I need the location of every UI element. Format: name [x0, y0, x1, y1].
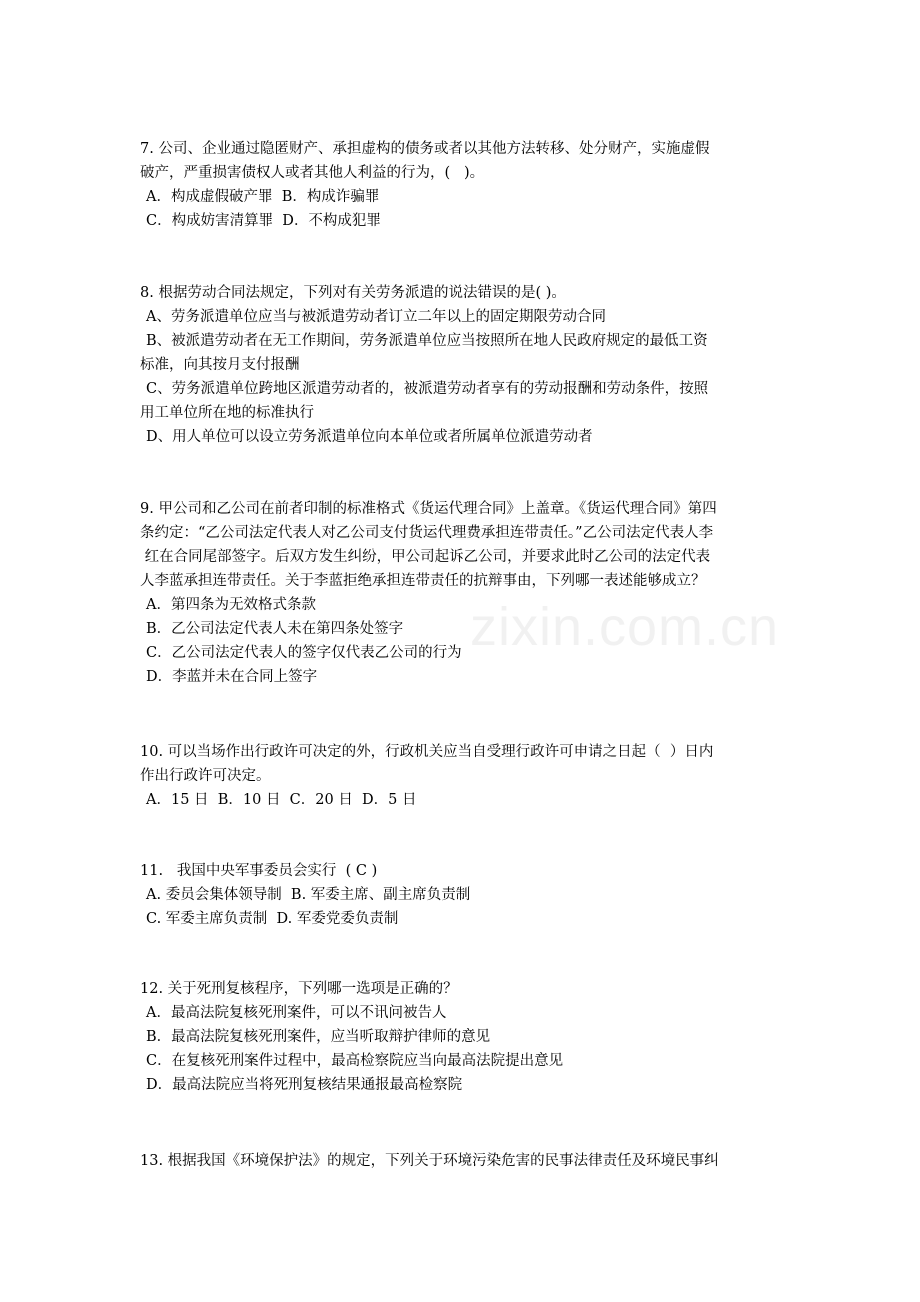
- question-text: 条约定：“乙公司法定代表人对乙公司支付货运代理费承担连带责任。”乙公司法定代表人李: [140, 525, 714, 541]
- option-line: D．最高法院应当将死刑复核结果通报最高检察院: [146, 1077, 463, 1093]
- question-text: 9. 甲公司和乙公司在前者印制的标准格式《货运代理合同》上盖章。《货运代理合同》第四: [140, 501, 717, 517]
- option-line: C．乙公司法定代表人的签字仅代表乙公司的行为: [146, 645, 462, 661]
- question-text: 红在合同尾部签字。后双方发生纠纷，甲公司起诉乙公司，并要求此时乙公司的法定代表: [140, 549, 711, 565]
- question-11: [140, 859, 785, 931]
- option-line: B．乙公司法定代表人未在第四条处签字: [146, 621, 404, 637]
- option-line: C．在复核死刑案件过程中，最高检察院应当向最高法院提出意见: [146, 1053, 564, 1069]
- question-text: 破产，严重损害债权人或者其他人利益的行为，( )。: [140, 165, 485, 181]
- option-line: A．构成虚假破产罪 B．构成诈骗罪: [146, 189, 380, 205]
- question-text: 7. 公司、企业通过隐匿财产、承担虚构的债务或者以其他方法转移、处分财产，实施虚假: [140, 141, 710, 157]
- question-text: 人李蓝承担连带责任。关于李蓝拒绝承担连带责任的抗辩事由，下列哪一表述能够成立？: [140, 573, 706, 589]
- question-text: 作出行政许可决定。: [140, 768, 271, 784]
- question-text: 10. 可以当场作出行政许可决定的外，行政机关应当自受理行政许可申请之日起（ ）日内: [140, 744, 714, 760]
- question-12: [140, 977, 785, 1097]
- question-text: 11. 我国中央军事委员会实行 ( C ): [140, 863, 378, 879]
- option-line: C. 军委主席负责制 D. 军委党委负责制: [146, 911, 399, 927]
- option-line: B．最高法院复核死刑案件，应当听取辩护律师的意见: [146, 1029, 491, 1045]
- option-line: C、劳务派遣单位跨地区派遣劳动者的，被派遣劳动者享有的劳动报酬和劳动条件，按照: [146, 381, 709, 397]
- question-9: [140, 497, 785, 689]
- question-text: 12. 关于死刑复核程序，下列哪一选项是正确的？: [140, 981, 458, 997]
- option-line: D、用人单位可以设立劳务派遣单位向本单位或者所属单位派遣劳动者: [146, 429, 593, 445]
- option-line: 标准，向其按月支付报酬: [140, 357, 300, 373]
- option-line: D．李蓝并未在合同上签字: [146, 669, 318, 685]
- option-line: A．第四条为无效格式条款: [146, 597, 316, 613]
- option-line: C．构成妨害清算罪 D．不构成犯罪: [146, 213, 381, 229]
- option-line: A．15 日 B．10 日 C．20 日 D．5 日: [146, 792, 417, 808]
- watermark: zixin.com.cn: [470, 597, 780, 657]
- option-line: A．最高法院复核死刑案件，可以不讯问被告人: [146, 1005, 447, 1021]
- question-8: [140, 281, 785, 449]
- option-line: 用工单位所在地的标准执行: [140, 405, 314, 421]
- option-line: A. 委员会集体领导制 B. 军委主席、副主席负责制: [146, 887, 471, 903]
- question-text: 8. 根据劳动合同法规定，下列对有关劳务派遣的说法错误的是( )。: [140, 285, 566, 301]
- question-7: [140, 137, 785, 233]
- question-10: [140, 740, 785, 812]
- question-13: [140, 1149, 785, 1173]
- question-text: 13. 根据我国《环境保护法》的规定，下列关于环境污染危害的民事法律责任及环境民事纠: [140, 1153, 719, 1169]
- option-line: A、劳务派遣单位应当与被派遣劳动者订立二年以上的固定期限劳动合同: [146, 309, 606, 325]
- option-line: B、被派遣劳动者在无工作期间，劳务派遣单位应当按照所在地人民政府规定的最低工资: [146, 333, 708, 349]
